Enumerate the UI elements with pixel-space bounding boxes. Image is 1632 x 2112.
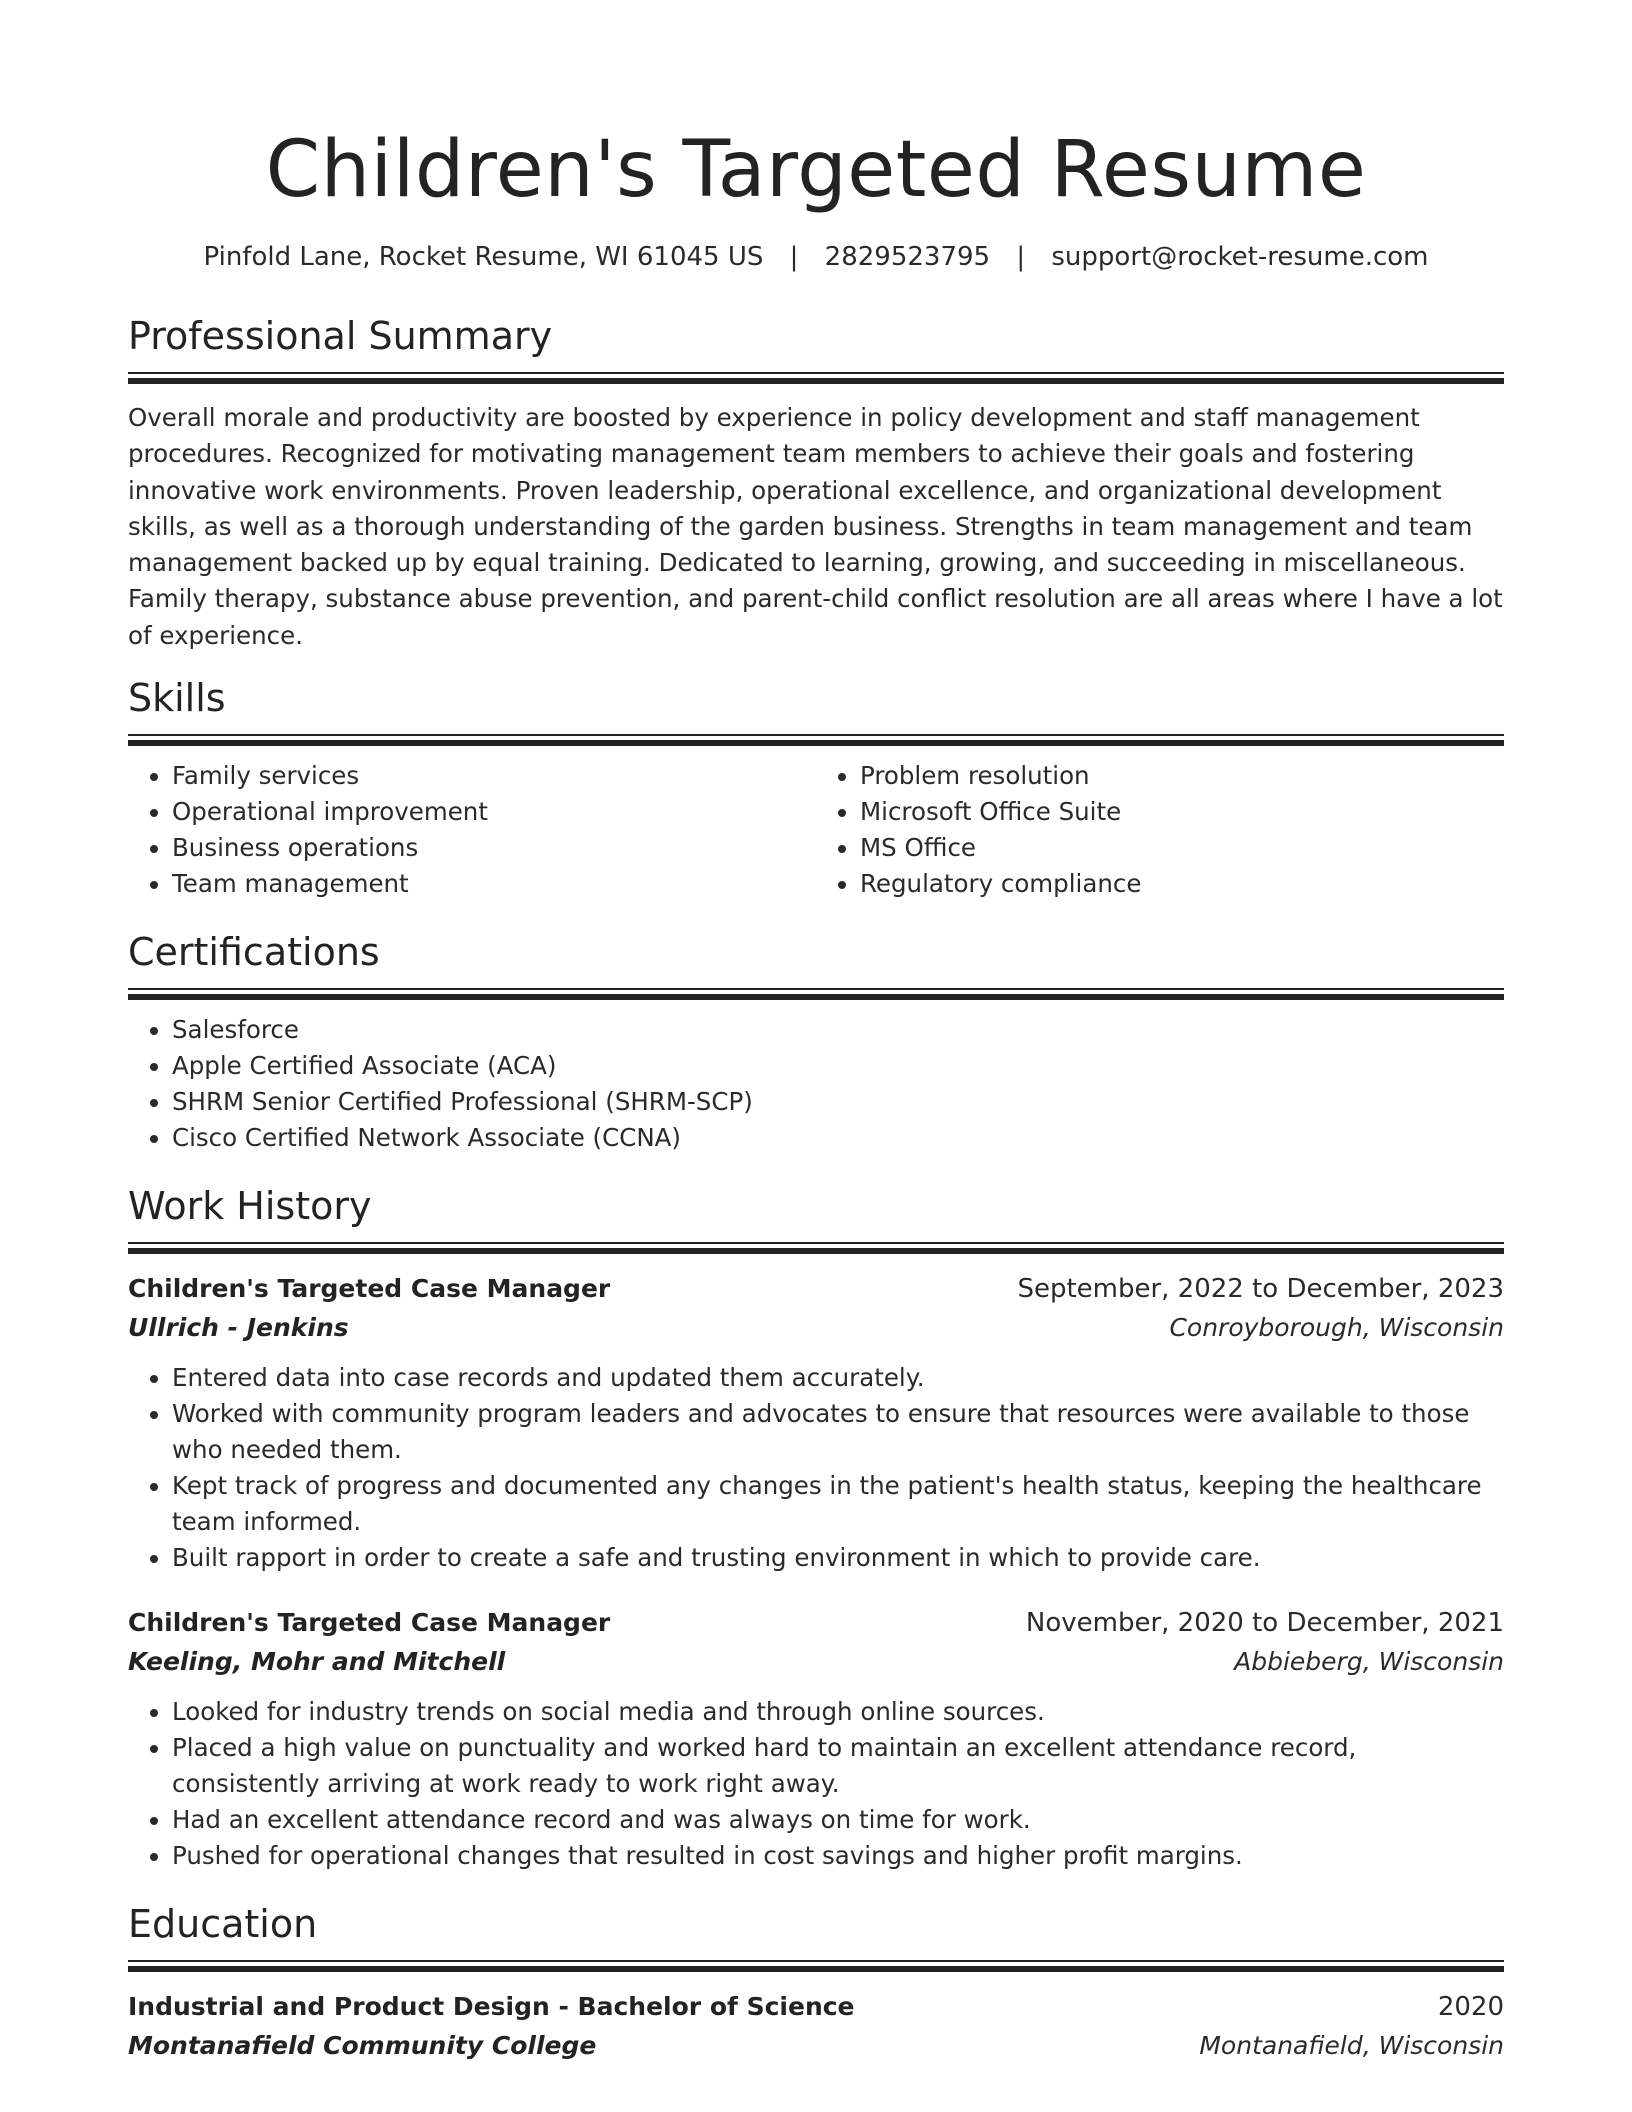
certifications-section [128, 928, 1504, 1156]
skills-list-left [128, 758, 816, 902]
section-divider [128, 1242, 1504, 1254]
skill-item: • Business operations [172, 830, 816, 866]
skill-item: • Operational improvement [172, 794, 816, 830]
education-year: 2020 [1437, 1992, 1504, 2023]
education-degree: Industrial and Product Design - Bachelor of Science [128, 1992, 855, 2022]
skill-item: • Team management [172, 866, 816, 902]
summary-section [128, 312, 1504, 654]
job-duty: • Pushed for operational changes that resulted in cost savings and higher profit margins. [172, 1838, 1504, 1874]
job-location: Conroyborough, Wisconsin [1169, 1313, 1504, 1343]
skills-list-right [816, 758, 1504, 902]
section-heading-summary: Professional Summary [128, 314, 553, 358]
job-title: Children's Targeted Case Manager [128, 1274, 611, 1304]
skill-item: • MS Office [860, 830, 1504, 866]
section-divider [128, 372, 1504, 384]
contact-separator: | [1016, 242, 1026, 272]
education-school-row [128, 2026, 1504, 2066]
section-divider [128, 988, 1504, 1000]
section-divider [128, 1960, 1504, 1972]
job-title: Children's Targeted Case Manager [128, 1608, 611, 1638]
job-company-row [128, 1642, 1504, 1682]
section-heading-work-history: Work History [128, 1184, 372, 1229]
education-school: Montanafield Community College [128, 2031, 597, 2061]
work-history-section [128, 1182, 1504, 1874]
job-duty: • Kept track of progress and documented any changes in the patient's health status, keeping the healthcare team informed. [172, 1468, 1504, 1540]
job-duties-list [128, 1360, 1504, 1576]
education-entry [128, 1988, 1504, 2066]
certification-item: • Cisco Certified Network Associate (CCNA) [172, 1120, 1504, 1156]
job-dates: September, 2022 to December, 2023 [1017, 1274, 1504, 1305]
job-duty: • Entered data into case records and updated them accurately. [172, 1360, 1504, 1396]
skill-item: • Family services [172, 758, 816, 794]
certification-item: • SHRM Senior Certified Professional (SHRM-SCP) [172, 1084, 1504, 1120]
job-duty: • Built rapport in order to create a safe and trusting environment in which to provide care. [172, 1540, 1504, 1576]
education-location: Montanafield, Wisconsin [1199, 2031, 1504, 2061]
job-company: Ullrich - Jenkins [128, 1313, 349, 1343]
contact-address: Pinfold Lane, Rocket Resume, WI 61045 US [203, 242, 764, 272]
skill-item: • Problem resolution [860, 758, 1504, 794]
job-company: Keeling, Mohr and Mitchell [128, 1647, 506, 1677]
job-entry [128, 1604, 1504, 1874]
certification-item: • Salesforce [172, 1012, 1504, 1048]
skill-item: • Regulatory compliance [860, 866, 1504, 902]
resume-title: Children's Targeted Resume [265, 125, 1367, 215]
summary-text: Overall morale and productivity are boosted by experience in policy development and staff management procedures. Recognized for motivating management team members to achieve their goals and fostering innovative work environments. Proven leadership, operational excellence, and organizational development skills, as well as a thorough understanding of the garden business. Strengths in team management and team management backed up by equal training. Dedicated to learning, growing, and succeeding in miscellaneous. Family therapy, substance abuse prevention, and parent-child conflict resolution are all areas where I have a lot of experience. [128, 403, 1503, 650]
contact-phone: 2829523795 [824, 242, 991, 272]
skills-section [128, 674, 1504, 902]
job-header-row [128, 1604, 1504, 1642]
contact-line [128, 240, 1504, 274]
job-duty: • Worked with community program leaders and advocates to ensure that resources were available to those who needed them. [172, 1396, 1504, 1468]
job-header-row [128, 1270, 1504, 1308]
section-heading-certifications: Certifications [128, 930, 380, 975]
job-dates: November, 2020 to December, 2021 [1025, 1608, 1504, 1639]
section-heading-skills: Skills [128, 676, 226, 721]
job-location: Abbieberg, Wisconsin [1234, 1647, 1504, 1677]
contact-email: support@rocket-resume.com [1051, 242, 1429, 272]
certifications-list [128, 1012, 1504, 1156]
skills-grid [128, 758, 1504, 902]
section-heading-education: Education [128, 1902, 318, 1947]
education-section [128, 1900, 1504, 2066]
education-degree-row [128, 1988, 1504, 2026]
job-company-row [128, 1308, 1504, 1348]
job-duty: • Had an excellent attendance record and was always on time for work. [172, 1802, 1504, 1838]
job-duty: • Placed a high value on punctuality and worked hard to maintain an excellent attendance record, consistently arriving at work ready to work right away. [172, 1730, 1504, 1802]
job-entry [128, 1270, 1504, 1576]
job-duties-list [128, 1694, 1504, 1874]
contact-separator: | [789, 242, 799, 272]
section-divider [128, 734, 1504, 746]
job-duty: • Looked for industry trends on social media and through online sources. [172, 1694, 1504, 1730]
certification-item: • Apple Certified Associate (ACA) [172, 1048, 1504, 1084]
skill-item: • Microsoft Office Suite [860, 794, 1504, 830]
